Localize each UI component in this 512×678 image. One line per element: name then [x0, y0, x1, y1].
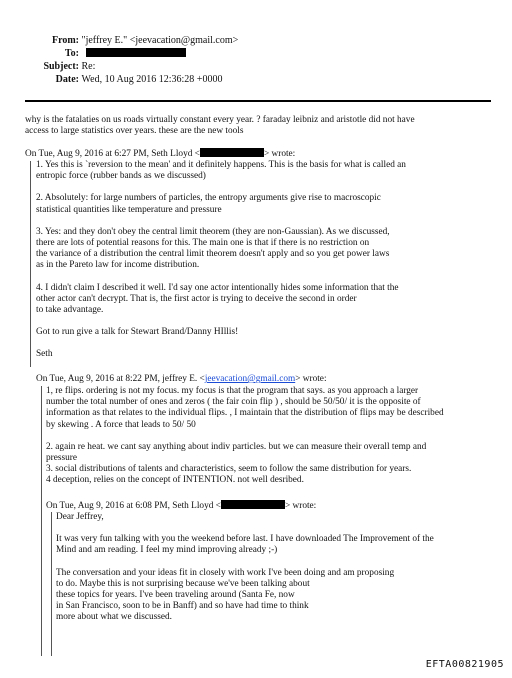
quote-body-2: [46, 386, 444, 487]
header-divider: [25, 100, 491, 102]
from-label: From:: [51, 35, 79, 46]
to-row: [0, 48, 186, 60]
text-line: The conversation and your ideas fit in closely with work I've been doing and am proposing: [56, 567, 395, 578]
quote-bar-1: [30, 161, 31, 367]
text-line: It was very fun talking with you the weekend before last. I have downloaded The Improvement of the: [56, 534, 434, 545]
text-line: why is the fatalaties on us roads virtually constant every year. ? faraday leibniz and aristotle did not have: [25, 115, 415, 125]
text-line: 2. again re heat. we cant say anything about indiv particles. but we can measure their overall temp and: [46, 441, 427, 452]
signature: Seth: [36, 349, 53, 360]
text-line: more about what we discussed.: [56, 612, 172, 623]
redaction-block: [221, 500, 285, 509]
quote-attribution-3: On Tue, Aug 9, 2016 at 6:08 PM, Seth Lloyd < > wrote:: [46, 501, 317, 511]
bates-number: EFTA00821905: [425, 659, 504, 670]
reply-body: [25, 115, 415, 137]
text-line: 1, re flips. ordering is not my focus. my focus is that the program that says. as you approach a larger: [46, 386, 419, 396]
text-line: pressure: [46, 453, 77, 464]
quote-body-3: [56, 512, 434, 624]
quote-attribution-2: On Tue, Aug 9, 2016 at 8:22 PM, jeffrey E. <jeevacation@gmail.com> wrote:: [36, 374, 327, 384]
text-line: by skewing . A force that leads to 50/ 50: [46, 419, 196, 430]
text-line: in San Francisco, soon to be in Banff) and so have had time to think: [56, 601, 309, 612]
text-line: 3. Yes: and they don't obey the central limit theorem (they are non-Gaussian). As we discussed,: [36, 226, 390, 237]
text-line: the variance of a distribution the central limit theorem doesn't apply and so you get power laws: [36, 249, 390, 260]
from-row: [0, 35, 238, 47]
date-row: [0, 74, 222, 86]
text-line: to take advantage.: [36, 305, 104, 316]
text-line: Mind and am reading. I feel my mind improving already ;-): [56, 545, 278, 556]
text-line: 3. social distributions of talents and characteristics, seem to follow the same distribution for years.: [46, 464, 412, 475]
quote-attribution-1: On Tue, Aug 9, 2016 at 6:27 PM, Seth Lloyd < > wrote:: [25, 149, 296, 159]
quote-body-1: [36, 160, 406, 361]
text-line: number the total number of ones and zeros ( the fair coin flip ) , should be 50/50/ it is the opposite of: [46, 397, 421, 408]
subject-row: [0, 61, 95, 73]
quote-bar-3: [51, 512, 52, 656]
text-line: as in the Pareto law for income distribution.: [36, 260, 200, 271]
text-line: access to large statistics over years. these are the new tools: [25, 126, 244, 137]
text-line: these topics for years. I've been traveling around (Santa Fe, now: [56, 590, 295, 601]
text-line: information as that relates to the individual flips. , I maintain that the distribution of flips may be described: [46, 408, 444, 419]
subject-label: Subject:: [43, 61, 79, 72]
text-line: entropic force (rubber bands as we discussed): [36, 171, 206, 182]
text-line: other actor can't decrypt. That is, the first actor is trying to deceive the second in order: [36, 293, 357, 304]
redaction-block: [200, 148, 264, 157]
text-line: statistical quantities like temperature and pressure: [36, 204, 222, 215]
redaction-block: [86, 48, 186, 57]
subject-value: Re:: [81, 61, 96, 72]
from-value: "jeffrey E." <jeevacation@gmail.com>: [81, 35, 239, 46]
text-line: 4. I didn't claim I described it well. I'd say one actor intentionally hides some information that the: [36, 282, 399, 293]
text-line: 1. Yes this is `reversion to the mean' and it definitely happens. This is the basis for what is called an: [36, 160, 406, 170]
email-link[interactable]: jeevacation@gmail.com: [204, 374, 296, 384]
date-label: Date:: [55, 74, 79, 85]
quote-bar-2: [41, 386, 42, 656]
to-label: To:: [64, 48, 79, 59]
text-line: Got to run give a talk for Stewart Brand/Danny HIllis!: [36, 327, 239, 338]
text-line: to do. Maybe this is not surprising because we've been talking about: [56, 578, 310, 589]
text-line: 4 deception, relies on the concept of INTENTION. not well desribed.: [46, 475, 304, 486]
date-value: Wed, 10 Aug 2016 12:36:28 +0000: [81, 74, 223, 85]
text-line: 2. Absolutely: for large numbers of particles, the entropy arguments give rise to macroscopic: [36, 193, 381, 204]
salutation: Dear Jeffrey,: [56, 512, 104, 522]
text-line: there are lots of potential reasons for this. The main one is that if there is no restriction on: [36, 238, 370, 249]
